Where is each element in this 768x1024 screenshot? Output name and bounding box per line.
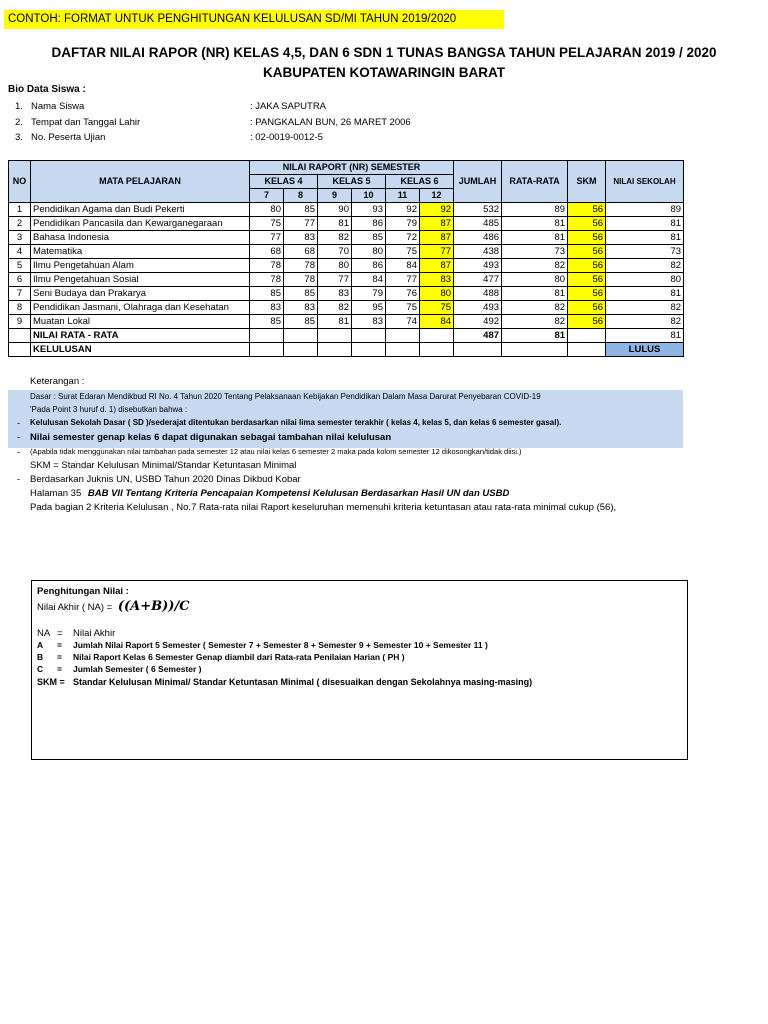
cell-no: 4 <box>9 245 31 259</box>
average-nilai-sekolah: 81 <box>606 329 684 343</box>
bullet-text: Kelulusan Sekolah Dasar ( SD )/sederajat ditentukan berdasarkan nilai lima semester terakhir ( kelas 4, kelas 5, dan kelas 6 semester gasal). <box>30 418 562 427</box>
table-row <box>9 273 684 287</box>
cell-s12: 83 <box>420 273 454 287</box>
cell-rata: 81 <box>502 287 568 301</box>
header-semester-group: NILAI RAPORT (NR) SEMESTER <box>250 161 454 175</box>
cell <box>568 329 606 343</box>
def-text: Nilai Raport Kelas 6 Semester Genap diambil dari Rata-rata Penilaian Harian ( PH ) <box>73 652 405 662</box>
bio-label: Nama Siswa <box>31 101 85 112</box>
def-text: Jumlah Nilai Raport 5 Semester ( Semester 7 + Semester 8 + Semester 9 + Semester 10 + Semester 11 ) <box>73 640 488 650</box>
header-kelas-6: KELAS 6 <box>386 175 454 189</box>
def-abbr: SKM = <box>37 677 65 687</box>
header-sem-10: 10 <box>352 189 386 203</box>
grades-body <box>9 203 684 329</box>
table-row <box>9 301 684 315</box>
cell-s12: 84 <box>420 315 454 329</box>
bio-no: 2. <box>15 117 23 128</box>
cell-rata: 82 <box>502 301 568 315</box>
def-abbr: C <box>37 664 44 674</box>
cell-no: 9 <box>9 315 31 329</box>
cell-jumlah: 493 <box>454 259 502 273</box>
cell-s9: 77 <box>318 273 352 287</box>
def-eq: = <box>57 640 62 650</box>
cell-jumlah: 438 <box>454 245 502 259</box>
average-label: NILAI RATA - RATA <box>31 329 250 343</box>
average-rata: 81 <box>502 329 568 343</box>
notes-keterangan: Keterangan : <box>30 376 85 387</box>
cell-subject: Pendidikan Agama dan Budi Pekerti <box>31 203 250 217</box>
bullet-text: Berdasarkan Juknis UN, USBD Tahun 2020 Dinas Dikbud Kobar <box>30 474 301 485</box>
table-row <box>9 315 684 329</box>
cell-s12: 75 <box>420 301 454 315</box>
def-eq: = <box>57 664 62 674</box>
cell-s12: 92 <box>420 203 454 217</box>
calc-def-b <box>37 652 405 662</box>
header-skm: SKM <box>568 161 606 203</box>
cell-rata: 82 <box>502 259 568 273</box>
cell-subject: Muatan Lokal <box>31 315 250 329</box>
notes-point: 'Pada Point 3 huruf d. 1) disebutkan bahwa : <box>30 405 188 414</box>
cell-s10: 86 <box>352 259 386 273</box>
grades-table <box>8 160 684 357</box>
bio-label: Tempat dan Tanggal Lahir <box>31 117 141 128</box>
cell-s11: 72 <box>386 231 420 245</box>
bio-no: 1. <box>15 101 23 112</box>
cell-s7: 77 <box>250 231 284 245</box>
formula: ((A+B))/C <box>117 599 190 614</box>
def-text: Standar Kelulusan Minimal/ Standar Ketuntasan Minimal ( disesuaikan dengan Sekolahnya masing-masing) <box>73 677 533 687</box>
cell-s8: 85 <box>284 287 318 301</box>
cell-s11: 75 <box>386 245 420 259</box>
cell <box>386 329 420 343</box>
bio-label: No. Peserta Ujian <box>31 132 106 143</box>
header-sem-11: 11 <box>386 189 420 203</box>
cell <box>502 343 568 357</box>
cell <box>420 343 454 357</box>
cell-s12: 87 <box>420 217 454 231</box>
def-abbr: NA <box>37 628 51 639</box>
header-nilai-sekolah: NILAI SEKOLAH <box>606 161 684 203</box>
cell-skm: 56 <box>568 315 606 329</box>
bullet-dash: - <box>17 418 21 429</box>
cell-s8: 77 <box>284 217 318 231</box>
cell-s12: 77 <box>420 245 454 259</box>
cell-ns: 82 <box>606 301 684 315</box>
header-rata-rata: RATA-RATA <box>502 161 568 203</box>
cell-s11: 84 <box>386 259 420 273</box>
document-subtitle: KABUPATEN KOTAWARINGIN BARAT <box>263 65 505 80</box>
cell-s8: 83 <box>284 231 318 245</box>
cell-s9: 82 <box>318 301 352 315</box>
cell-rata: 89 <box>502 203 568 217</box>
table-row <box>9 231 684 245</box>
def-abbr: B <box>37 652 44 662</box>
cell-subject: Matematika <box>31 245 250 259</box>
cell-skm: 56 <box>568 301 606 315</box>
cell-ns: 73 <box>606 245 684 259</box>
cell-subject: Ilmu Pengetahuan Alam <box>31 259 250 273</box>
cell-ns: 82 <box>606 259 684 273</box>
table-row <box>9 203 684 217</box>
cell-ns: 81 <box>606 287 684 301</box>
cell-no: 2 <box>9 217 31 231</box>
cell-s8: 83 <box>284 301 318 315</box>
halaman-prefix: Halaman 35 <box>30 488 82 499</box>
calc-def-skm <box>37 677 532 687</box>
document-title: DAFTAR NILAI RAPOR (NR) KELAS 4,5, DAN 6 SDN 1 TUNAS BANGSA TAHUN PELAJARAN 2019 / 2020 <box>51 45 717 60</box>
cell-rata: 81 <box>502 231 568 245</box>
bullet-text: Nilai semester genap kelas 6 dapat digunakan sebagai tambahan nilai kelulusan <box>30 432 392 443</box>
cell-s12: 80 <box>420 287 454 301</box>
cell-jumlah: 485 <box>454 217 502 231</box>
cell-skm: 56 <box>568 203 606 217</box>
kelulusan-result: LULUS <box>606 343 684 357</box>
cell-s11: 75 <box>386 301 420 315</box>
cell-s10: 93 <box>352 203 386 217</box>
cell-s10: 86 <box>352 217 386 231</box>
def-text: Nilai Akhir <box>73 628 116 639</box>
calc-def-a <box>37 640 488 650</box>
cell-s7: 75 <box>250 217 284 231</box>
def-eq: = <box>57 652 62 662</box>
header-subject: MATA PELAJARAN <box>31 161 250 203</box>
cell-s10: 84 <box>352 273 386 287</box>
cell <box>352 329 386 343</box>
cell-jumlah: 477 <box>454 273 502 287</box>
cell-s7: 78 <box>250 259 284 273</box>
cell-no: 7 <box>9 287 31 301</box>
average-row <box>9 329 684 343</box>
bullet-text: (Apabila tidak menggunakan nilai tambahan pada semester 12 atau nilai kelas 6 semester 2 maka pada kolom semester 12 dikosongkan/tidak diisi.) <box>30 447 522 456</box>
cell-ns: 80 <box>606 273 684 287</box>
cell-s12: 87 <box>420 231 454 245</box>
bullet-dash: - <box>17 432 21 443</box>
cell-s11: 92 <box>386 203 420 217</box>
cell-s10: 83 <box>352 315 386 329</box>
cell-skm: 56 <box>568 231 606 245</box>
cell-s10: 85 <box>352 231 386 245</box>
halaman-bab: BAB VII Tentang Kriteria Pencapaian Kompetensi Kelulusan Berdasarkan Hasil UN dan USBD <box>87 488 510 499</box>
cell <box>386 343 420 357</box>
cell <box>318 329 352 343</box>
cell-subject: Bahasa Indonesia <box>31 231 250 245</box>
kelulusan-label: KELULUSAN <box>31 343 250 357</box>
cell <box>352 343 386 357</box>
cell-rata: 80 <box>502 273 568 287</box>
bio-no: 3. <box>15 132 23 143</box>
cell-jumlah: 492 <box>454 315 502 329</box>
table-row <box>9 259 684 273</box>
example-banner: CONTOH: FORMAT UNTUK PENGHITUNGAN KELULUSAN SD/MI TAHUN 2019/2020 <box>4 10 504 29</box>
cell-subject: Pendidikan Pancasila dan Kewarganegaraan <box>31 217 250 231</box>
cell-s7: 78 <box>250 273 284 287</box>
header-sem-12: 12 <box>420 189 454 203</box>
kelulusan-row <box>9 343 684 357</box>
bullet-dash: - <box>17 447 21 458</box>
header-jumlah: JUMLAH <box>454 161 502 203</box>
cell-skm: 56 <box>568 273 606 287</box>
cell-s7: 80 <box>250 203 284 217</box>
cell <box>420 329 454 343</box>
cell-s10: 79 <box>352 287 386 301</box>
cell-s11: 79 <box>386 217 420 231</box>
bio-value: : 02-0019-0012-5 <box>250 132 323 143</box>
cell-s8: 85 <box>284 315 318 329</box>
cell-s11: 76 <box>386 287 420 301</box>
calc-def-c <box>37 664 202 674</box>
cell-s10: 95 <box>352 301 386 315</box>
notes-dasar: Dasar : Surat Edaran Mendikbud RI No. 4 Tahun 2020 Tentang Pelaksanaan Kebijakan Pendidikan Dalam Masa Darurat Penyebaran COVID-19 <box>30 392 541 401</box>
cell-s11: 74 <box>386 315 420 329</box>
calc-title: Penghitungan Nilai : <box>37 586 129 597</box>
cell-s7: 85 <box>250 315 284 329</box>
bio-title: Bio Data Siswa : <box>8 84 86 95</box>
cell-subject: Pendidikan Jasmani, Olahraga dan Kesehatan <box>31 301 250 315</box>
cell-rata: 73 <box>502 245 568 259</box>
notes-bagian: Pada bagian 2 Kriteria Kelulusan , No.7 Rata-rata nilai Raport keseluruhan memenuhi kriteria ketuntasan atau rata-rata minimal cukup (56), <box>30 502 617 513</box>
cell-s10: 80 <box>352 245 386 259</box>
calc-def-na <box>37 628 115 639</box>
cell-s12: 87 <box>420 259 454 273</box>
cell-s8: 78 <box>284 259 318 273</box>
cell <box>454 343 502 357</box>
cell-subject: Ilmu Pengetahuan Sosial <box>31 273 250 287</box>
cell <box>568 343 606 357</box>
cell-s9: 90 <box>318 203 352 217</box>
bio-row-exam-number <box>15 132 575 146</box>
cell-s9: 80 <box>318 259 352 273</box>
def-text: Jumlah Semester ( 6 Semester ) <box>73 664 202 674</box>
calc-formula-line <box>37 599 190 614</box>
cell-s7: 68 <box>250 245 284 259</box>
cell <box>284 343 318 357</box>
cell-s8: 68 <box>284 245 318 259</box>
cell-ns: 89 <box>606 203 684 217</box>
calculation-box <box>31 580 688 760</box>
bio-value: : JAKA SAPUTRA <box>250 101 327 112</box>
cell-s7: 85 <box>250 287 284 301</box>
cell-s8: 78 <box>284 273 318 287</box>
bio-row-birth <box>15 117 575 131</box>
cell-no: 1 <box>9 203 31 217</box>
cell <box>250 343 284 357</box>
cell <box>9 343 31 357</box>
notes-skm: SKM = Standar Kelulusan Minimal/Standar Ketuntasan Minimal <box>30 460 297 471</box>
average-jumlah: 487 <box>454 329 502 343</box>
cell-no: 3 <box>9 231 31 245</box>
cell-jumlah: 493 <box>454 301 502 315</box>
bio-row-name <box>15 101 575 115</box>
cell-jumlah: 532 <box>454 203 502 217</box>
header-kelas-5: KELAS 5 <box>318 175 386 189</box>
cell <box>250 329 284 343</box>
cell-jumlah: 488 <box>454 287 502 301</box>
cell <box>9 329 31 343</box>
cell-ns: 81 <box>606 217 684 231</box>
table-row <box>9 245 684 259</box>
cell-no: 6 <box>9 273 31 287</box>
cell-s9: 82 <box>318 231 352 245</box>
table-row <box>9 287 684 301</box>
header-no: NO <box>9 161 31 203</box>
cell-s11: 77 <box>386 273 420 287</box>
cell-rata: 82 <box>502 315 568 329</box>
cell <box>284 329 318 343</box>
cell-skm: 56 <box>568 245 606 259</box>
cell-rata: 81 <box>502 217 568 231</box>
table-row <box>9 217 684 231</box>
cell-s7: 83 <box>250 301 284 315</box>
cell-skm: 56 <box>568 217 606 231</box>
formula-label: Nilai Akhir ( NA) = <box>37 602 113 613</box>
cell <box>318 343 352 357</box>
header-kelas-4: KELAS 4 <box>250 175 318 189</box>
cell-jumlah: 486 <box>454 231 502 245</box>
cell-s9: 83 <box>318 287 352 301</box>
cell-s9: 70 <box>318 245 352 259</box>
bullet-dash: - <box>17 474 21 485</box>
header-sem-9: 9 <box>318 189 352 203</box>
def-abbr: A <box>37 640 44 650</box>
cell-no: 5 <box>9 259 31 273</box>
cell-ns: 81 <box>606 231 684 245</box>
notes-halaman <box>30 488 705 499</box>
cell-skm: 56 <box>568 259 606 273</box>
cell-s9: 81 <box>318 217 352 231</box>
cell-skm: 56 <box>568 287 606 301</box>
cell-ns: 82 <box>606 315 684 329</box>
header-sem-8: 8 <box>284 189 318 203</box>
bio-value: : PANGKALAN BUN, 26 MARET 2006 <box>250 117 411 128</box>
header-sem-7: 7 <box>250 189 284 203</box>
def-eq: = <box>57 628 63 639</box>
cell-s8: 85 <box>284 203 318 217</box>
cell-no: 8 <box>9 301 31 315</box>
cell-subject: Seni Budaya dan Prakarya <box>31 287 250 301</box>
cell-s9: 81 <box>318 315 352 329</box>
